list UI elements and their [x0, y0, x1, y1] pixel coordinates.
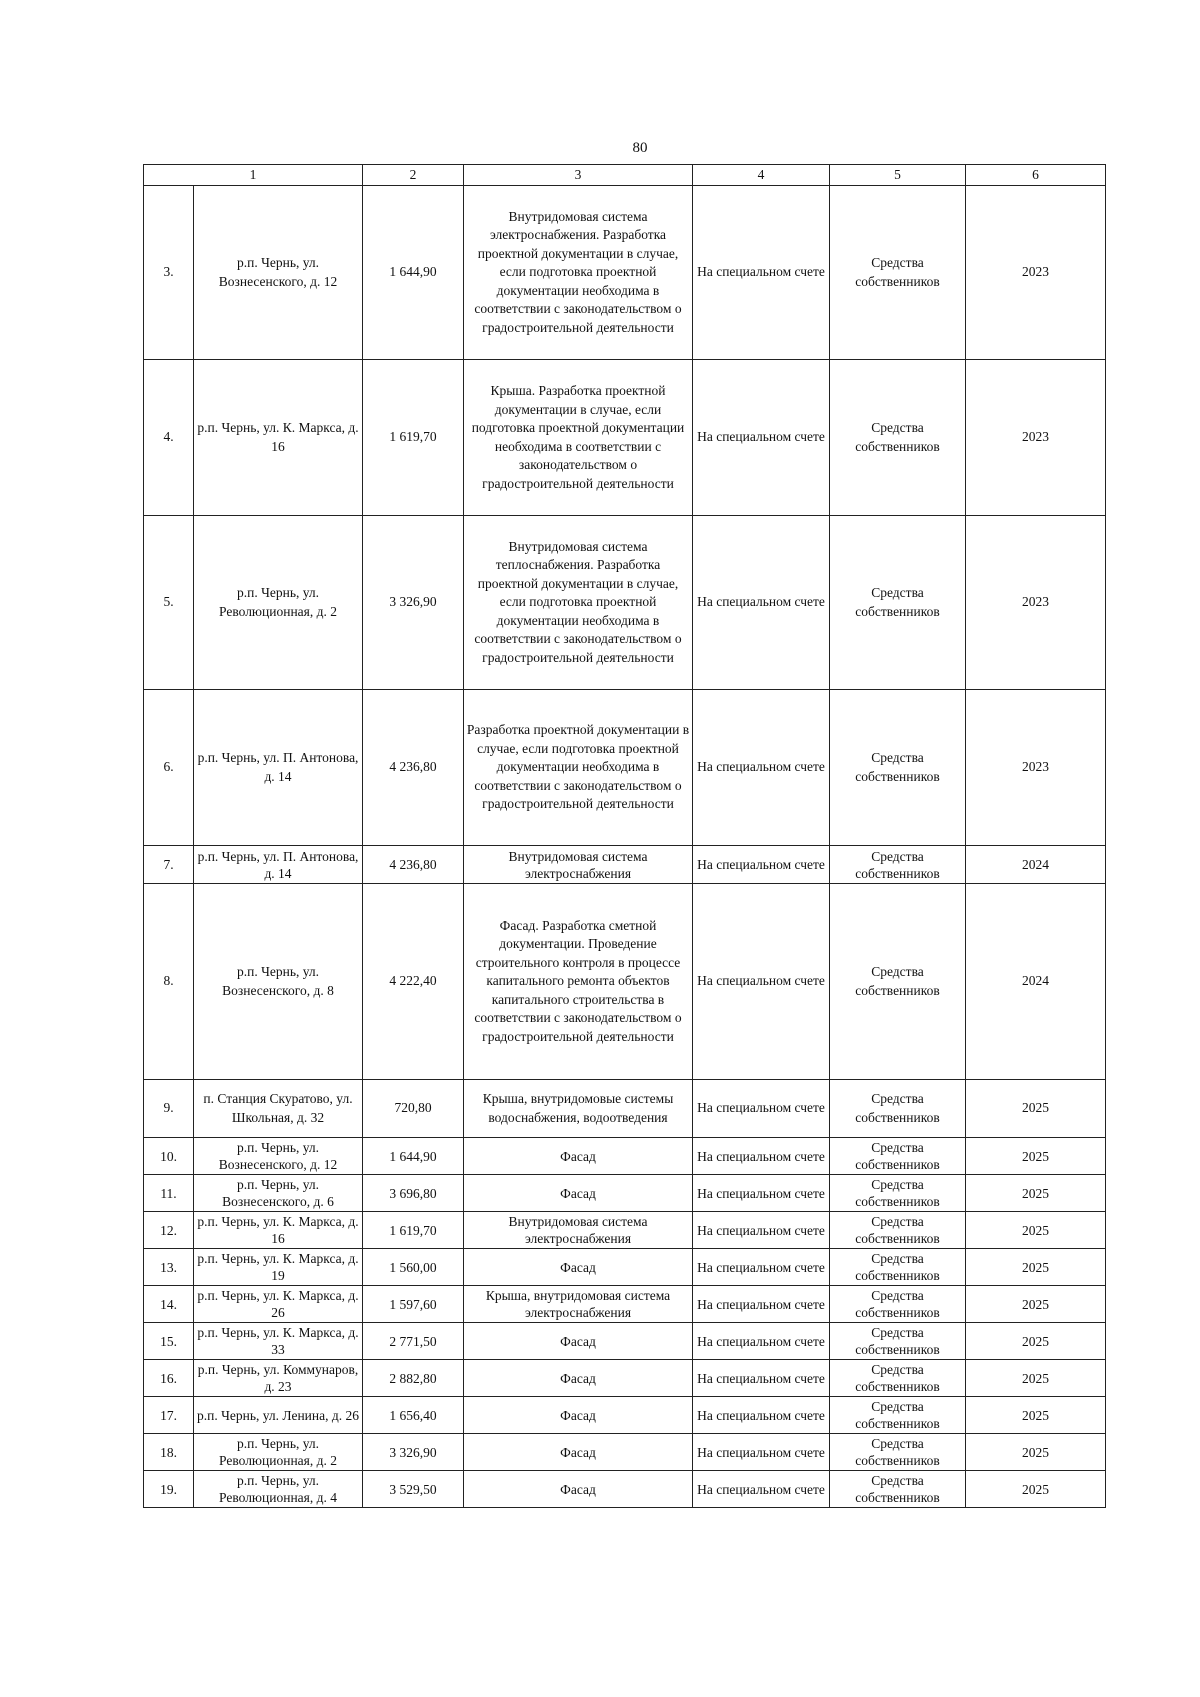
account-cell: На специальном счете — [693, 1397, 830, 1434]
address-cell: р.п. Чернь, ул. Вознесенского, д. 8 — [194, 884, 363, 1080]
address-cell: р.п. Чернь, ул. П. Антонова, д. 14 — [194, 846, 363, 884]
area-cell: 1 619,70 — [363, 1212, 464, 1249]
funding-source-cell: Средства собственников — [830, 846, 966, 884]
address-cell: р.п. Чернь, ул. Вознесенского, д. 12 — [194, 1138, 363, 1175]
area-cell: 3 696,80 — [363, 1175, 464, 1212]
header-cell-4: 4 — [693, 165, 830, 186]
funding-source-cell: Средства собственников — [830, 1249, 966, 1286]
area-cell: 3 326,90 — [363, 1434, 464, 1471]
row-number: 6. — [144, 690, 194, 846]
year-cell: 2023 — [966, 186, 1106, 360]
work-type-cell: Крыша, внутридомовая система электроснабжения — [464, 1286, 693, 1323]
funding-source-cell: Средства собственников — [830, 1323, 966, 1360]
work-type-cell: Фасад. Разработка сметной документации. Проведение строительного контроля в процессе капитального ремонта объектов капитального строительства в соответствии с законодательством о градостроительной деятельности — [464, 884, 693, 1080]
funding-source-cell: Средства собственников — [830, 516, 966, 690]
account-cell: На специальном счете — [693, 1360, 830, 1397]
funding-source-cell: Средства собственников — [830, 1212, 966, 1249]
repair-schedule-table — [143, 164, 1106, 1508]
table-row — [144, 1286, 1106, 1323]
account-cell: На специальном счете — [693, 884, 830, 1080]
table-row — [144, 1080, 1106, 1138]
address-cell: р.п. Чернь, ул. Революционная, д. 2 — [194, 1434, 363, 1471]
address-cell: р.п. Чернь, ул. Революционная, д. 4 — [194, 1471, 363, 1508]
table-row — [144, 1249, 1106, 1286]
work-type-cell: Фасад — [464, 1323, 693, 1360]
area-cell: 3 529,50 — [363, 1471, 464, 1508]
row-number: 9. — [144, 1080, 194, 1138]
row-number: 16. — [144, 1360, 194, 1397]
account-cell: На специальном счете — [693, 1212, 830, 1249]
account-cell: На специальном счете — [693, 1471, 830, 1508]
work-type-cell: Внутридомовая система теплоснабжения. Разработка проектной документации в случае, если подготовка проектной документации необходима в соответствии с законодательством о градостроительной деятельности — [464, 516, 693, 690]
work-type-cell: Разработка проектной документации в случае, если подготовка проектной документации необходима в соответствии с законодательством о градостроительной деятельности — [464, 690, 693, 846]
area-cell: 1 644,90 — [363, 1138, 464, 1175]
table-row — [144, 1360, 1106, 1397]
address-cell: п. Станция Скуратово, ул. Школьная, д. 32 — [194, 1080, 363, 1138]
area-cell: 1 597,60 — [363, 1286, 464, 1323]
work-type-cell: Фасад — [464, 1434, 693, 1471]
area-cell: 720,80 — [363, 1080, 464, 1138]
table-row — [144, 1434, 1106, 1471]
row-number: 14. — [144, 1286, 194, 1323]
column-number-header — [144, 165, 1106, 186]
year-cell: 2024 — [966, 884, 1106, 1080]
funding-source-cell: Средства собственников — [830, 1286, 966, 1323]
address-cell: р.п. Чернь, ул. К. Маркса, д. 16 — [194, 1212, 363, 1249]
work-type-cell: Фасад — [464, 1397, 693, 1434]
account-cell: На специальном счете — [693, 1286, 830, 1323]
year-cell: 2025 — [966, 1323, 1106, 1360]
area-cell: 2 882,80 — [363, 1360, 464, 1397]
work-type-cell: Крыша, внутридомовые системы водоснабжения, водоотведения — [464, 1080, 693, 1138]
funding-source-cell: Средства собственников — [830, 1360, 966, 1397]
address-cell: р.п. Чернь, ул. Революционная, д. 2 — [194, 516, 363, 690]
funding-source-cell: Средства собственников — [830, 1471, 966, 1508]
account-cell: На специальном счете — [693, 1434, 830, 1471]
year-cell: 2025 — [966, 1397, 1106, 1434]
row-number: 18. — [144, 1434, 194, 1471]
page-number: 80 — [632, 140, 648, 156]
area-cell: 1 644,90 — [363, 186, 464, 360]
table-row — [144, 1397, 1106, 1434]
table-row — [144, 846, 1106, 884]
address-cell: р.п. Чернь, ул. Ленина, д. 26 — [194, 1397, 363, 1434]
header-cell-6: 6 — [966, 165, 1106, 186]
account-cell: На специальном счете — [693, 1080, 830, 1138]
account-cell: На специальном счете — [693, 1249, 830, 1286]
account-cell: На специальном счете — [693, 516, 830, 690]
funding-source-cell: Средства собственников — [830, 884, 966, 1080]
account-cell: На специальном счете — [693, 360, 830, 516]
work-type-cell: Крыша. Разработка проектной документации в случае, если подготовка проектной документации необходима в соответствии с законодательством о градостроительной деятельности — [464, 360, 693, 516]
work-type-cell: Фасад — [464, 1249, 693, 1286]
address-cell: р.п. Чернь, ул. Коммунаров, д. 23 — [194, 1360, 363, 1397]
table-row — [144, 360, 1106, 516]
funding-source-cell: Средства собственников — [830, 690, 966, 846]
funding-source-cell: Средства собственников — [830, 1397, 966, 1434]
row-number: 12. — [144, 1212, 194, 1249]
row-number: 15. — [144, 1323, 194, 1360]
table-row — [144, 1175, 1106, 1212]
header-cell-1: 1 — [144, 165, 363, 186]
address-cell: р.п. Чернь, ул. Вознесенского, д. 12 — [194, 186, 363, 360]
work-type-cell: Внутридомовая система электроснабжения — [464, 846, 693, 884]
row-number: 13. — [144, 1249, 194, 1286]
row-number: 17. — [144, 1397, 194, 1434]
area-cell: 1 560,00 — [363, 1249, 464, 1286]
row-number: 10. — [144, 1138, 194, 1175]
account-cell: На специальном счете — [693, 1323, 830, 1360]
address-cell: р.п. Чернь, ул. П. Антонова, д. 14 — [194, 690, 363, 846]
year-cell: 2025 — [966, 1212, 1106, 1249]
row-number: 3. — [144, 186, 194, 360]
table-row — [144, 1323, 1106, 1360]
table-row — [144, 186, 1106, 360]
account-cell: На специальном счете — [693, 846, 830, 884]
funding-source-cell: Средства собственников — [830, 1080, 966, 1138]
funding-source-cell: Средства собственников — [830, 360, 966, 516]
address-cell: р.п. Чернь, ул. К. Маркса, д. 26 — [194, 1286, 363, 1323]
work-type-cell: Фасад — [464, 1138, 693, 1175]
account-cell: На специальном счете — [693, 690, 830, 846]
year-cell: 2024 — [966, 846, 1106, 884]
work-type-cell: Фасад — [464, 1471, 693, 1508]
area-cell: 2 771,50 — [363, 1323, 464, 1360]
table-row — [144, 884, 1106, 1080]
area-cell: 4 222,40 — [363, 884, 464, 1080]
year-cell: 2023 — [966, 360, 1106, 516]
area-cell: 3 326,90 — [363, 516, 464, 690]
address-cell: р.п. Чернь, ул. К. Маркса, д. 33 — [194, 1323, 363, 1360]
table-row — [144, 1212, 1106, 1249]
work-type-cell: Фасад — [464, 1175, 693, 1212]
work-type-cell: Внутридомовая система электроснабжения — [464, 1212, 693, 1249]
row-number: 4. — [144, 360, 194, 516]
row-number: 7. — [144, 846, 194, 884]
table-row — [144, 690, 1106, 846]
account-cell: На специальном счете — [693, 186, 830, 360]
year-cell: 2025 — [966, 1471, 1106, 1508]
area-cell: 4 236,80 — [363, 690, 464, 846]
row-number: 11. — [144, 1175, 194, 1212]
address-cell: р.п. Чернь, ул. К. Маркса, д. 19 — [194, 1249, 363, 1286]
year-cell: 2023 — [966, 690, 1106, 846]
funding-source-cell: Средства собственников — [830, 186, 966, 360]
header-cell-5: 5 — [830, 165, 966, 186]
table-row — [144, 516, 1106, 690]
work-type-cell: Внутридомовая система электроснабжения. Разработка проектной документации в случае, если подготовка проектной документации необходима в соответствии с законодательством о градостроительной деятельности — [464, 186, 693, 360]
row-number: 8. — [144, 884, 194, 1080]
row-number: 19. — [144, 1471, 194, 1508]
address-cell: р.п. Чернь, ул. Вознесенского, д. 6 — [194, 1175, 363, 1212]
year-cell: 2025 — [966, 1249, 1106, 1286]
funding-source-cell: Средства собственников — [830, 1434, 966, 1471]
table-row — [144, 1471, 1106, 1508]
address-cell: р.п. Чернь, ул. К. Маркса, д. 16 — [194, 360, 363, 516]
account-cell: На специальном счете — [693, 1138, 830, 1175]
header-cell-2: 2 — [363, 165, 464, 186]
funding-source-cell: Средства собственников — [830, 1138, 966, 1175]
account-cell: На специальном счете — [693, 1175, 830, 1212]
funding-source-cell: Средства собственников — [830, 1175, 966, 1212]
year-cell: 2025 — [966, 1080, 1106, 1138]
year-cell: 2025 — [966, 1286, 1106, 1323]
table-row — [144, 1138, 1106, 1175]
row-number: 5. — [144, 516, 194, 690]
work-type-cell: Фасад — [464, 1360, 693, 1397]
year-cell: 2025 — [966, 1360, 1106, 1397]
year-cell: 2023 — [966, 516, 1106, 690]
header-cell-3: 3 — [464, 165, 693, 186]
area-cell: 1 619,70 — [363, 360, 464, 516]
year-cell: 2025 — [966, 1138, 1106, 1175]
area-cell: 1 656,40 — [363, 1397, 464, 1434]
year-cell: 2025 — [966, 1434, 1106, 1471]
area-cell: 4 236,80 — [363, 846, 464, 884]
year-cell: 2025 — [966, 1175, 1106, 1212]
